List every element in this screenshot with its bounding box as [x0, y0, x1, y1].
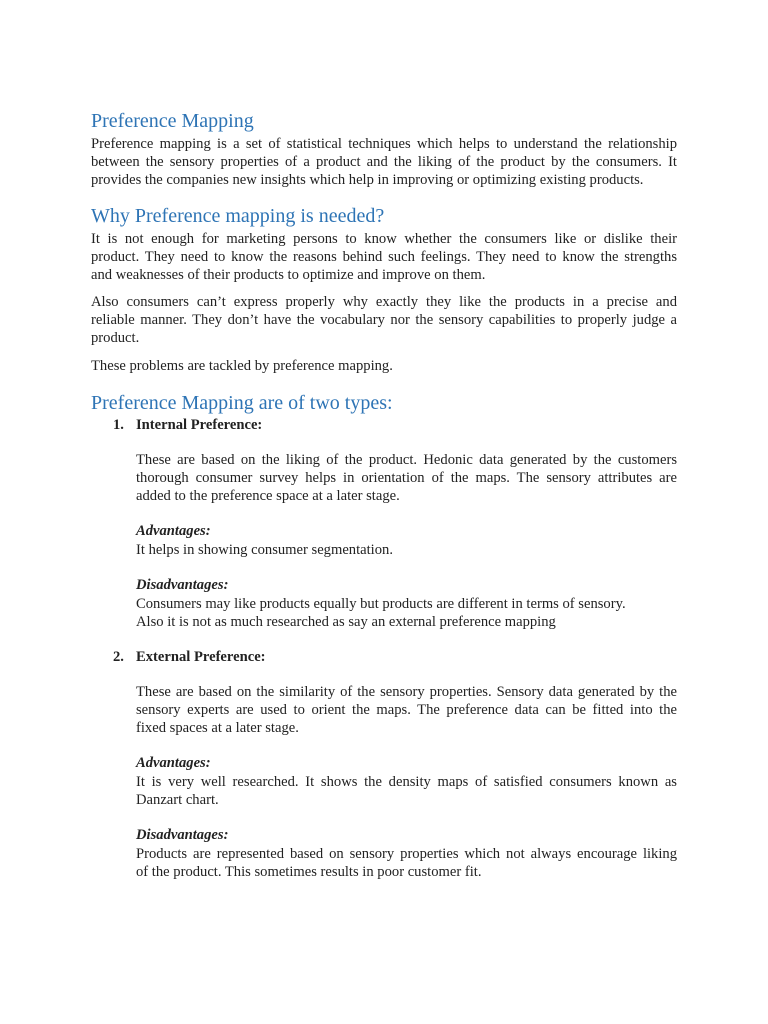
paragraph-line: sensory experts are used to orient the maps. The preference data can be fitted into the: [136, 702, 677, 718]
paragraph-line: It helps in showing consumer segmentation.: [136, 542, 393, 558]
item-description: [136, 683, 677, 737]
paragraph-line: Products are represented based on sensory properties which not always encourage liking: [136, 846, 677, 862]
paragraph-line: reliable manner. They don’t have the vocabulary nor the sensory capabilities to properly judge a: [91, 312, 677, 328]
list-item-body: [136, 683, 677, 881]
paragraph-line: thorough consumer survey helps in orientation of the maps. The sensory attributes are: [136, 470, 677, 486]
paragraph-line: and weaknesses of their products to optimize and improve on them.: [91, 267, 486, 283]
why-paragraph-3: [91, 357, 677, 375]
list-item-internal-preference: [91, 416, 677, 631]
paragraph-line: Danzart chart.: [136, 792, 219, 808]
list-number: 1.: [113, 417, 124, 433]
paragraph-line: These problems are tackled by preference mapping.: [91, 358, 393, 374]
disadvantages-label: Disadvantages:: [136, 827, 229, 843]
paragraph-line: provides the companies new insights which help in improving or optimizing existing products.: [91, 172, 644, 188]
why-paragraph-1: [91, 230, 677, 284]
paragraph-line: Also consumers can’t express properly why exactly they like the products in a precise and: [91, 294, 677, 310]
disadvantages-text: [136, 845, 677, 881]
advantages-label: Advantages:: [136, 755, 211, 771]
item-description: [136, 451, 677, 505]
paragraph-line: It is very well researched. It shows the density maps of satisfied consumers known as: [136, 774, 677, 790]
paragraph-line: fixed spaces at a later stage.: [136, 720, 299, 736]
list-item-body: [136, 451, 677, 631]
document-title: Preference Mapping: [91, 110, 254, 132]
paragraph-line: added to the preference space at a later stage.: [136, 488, 400, 504]
why-paragraph-2: [91, 293, 677, 347]
advantages-text: [136, 773, 677, 809]
paragraph-line: These are based on the liking of the product. Hedonic data generated by the customers: [136, 452, 677, 468]
paragraph-line: Preference mapping is a set of statistical techniques which helps to understand the relationship: [91, 136, 677, 152]
paragraph-line: between the sensory properties of a product and the liking of the product by the consumers. It: [91, 154, 677, 170]
advantages-text: [136, 541, 677, 559]
list-item-title: External Preference:: [136, 649, 266, 665]
paragraph-line: Also it is not as much researched as say an external preference mapping: [136, 614, 556, 630]
list-item-external-preference: [91, 648, 677, 881]
why-heading: Why Preference mapping is needed?: [91, 205, 385, 227]
document-content: [91, 109, 677, 881]
list-number: 2.: [113, 649, 124, 665]
paragraph-line: These are based on the similarity of the sensory properties. Sensory data generated by the: [136, 684, 677, 700]
list-item-header: [91, 648, 677, 666]
paragraph-line: product. They need to know the reasons behind such feelings. They need to know the strengths: [91, 249, 677, 265]
disadvantages-label: Disadvantages:: [136, 577, 229, 593]
paragraph-line: Consumers may like products equally but products are different in terms of sensory.: [136, 596, 626, 612]
paragraph-line: of the product. This sometimes results in poor customer fit.: [136, 864, 482, 880]
paragraph-line: It is not enough for marketing persons to know whether the consumers like or dislike their: [91, 231, 677, 247]
paragraph-line: product.: [91, 330, 140, 346]
disadvantages-text: [136, 595, 677, 631]
list-item-title: Internal Preference:: [136, 417, 263, 433]
intro-paragraph: [91, 135, 677, 189]
types-heading: Preference Mapping are of two types:: [91, 392, 393, 414]
advantages-label: Advantages:: [136, 523, 211, 539]
list-item-header: [91, 416, 677, 434]
